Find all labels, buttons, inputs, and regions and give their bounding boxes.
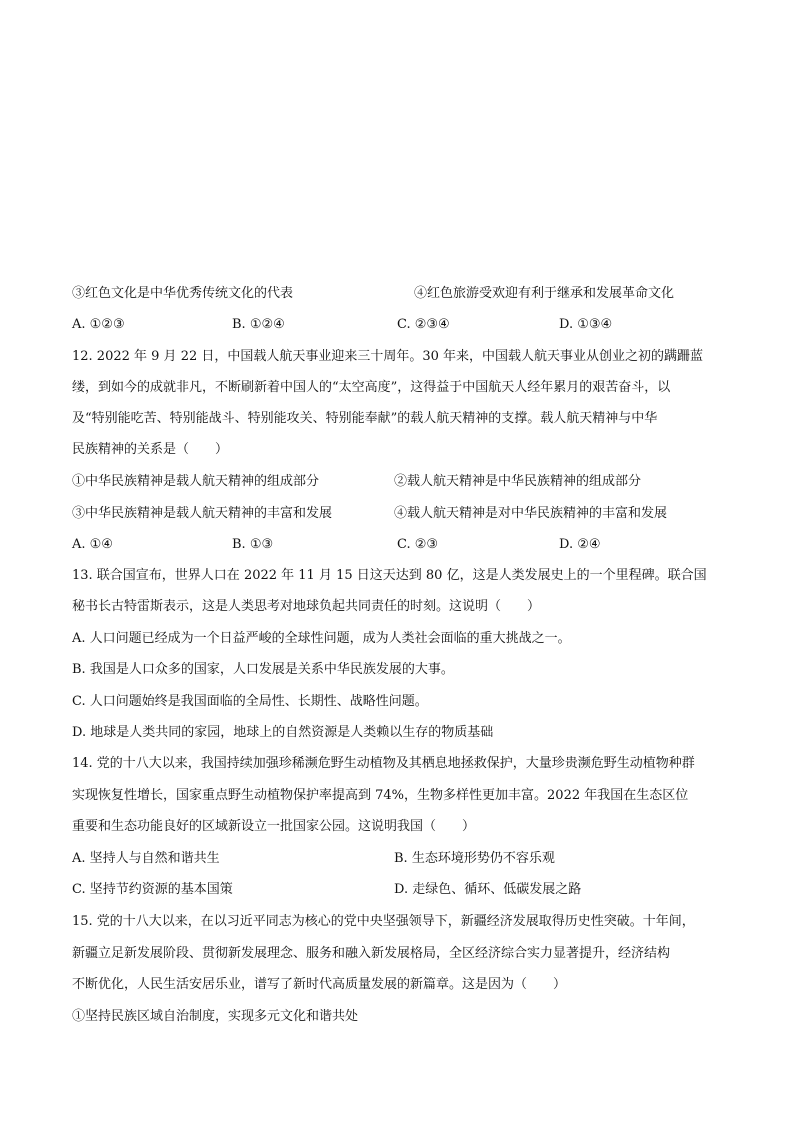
q12-choice-d: D. ②④: [559, 537, 601, 552]
q12-choices: [72, 536, 722, 554]
q15-stem-line-2: 新疆立足新发展阶段、贯彻新发展理念、服务和融入新发展格局，全区经济综合实力显著提升，经济结构: [72, 946, 671, 961]
q13-option-b: B. 我国是人口众多的国家，人口发展是关系中华民族发展的大事。: [72, 662, 454, 677]
q15-stem-line-3: 不断优化，人民生活安居乐业，谱写了新时代高质量发展的新篇章。这是因为（ ）: [72, 977, 567, 992]
q11-options-row-1: [72, 285, 722, 303]
q14-stem-line-1: 14. 党的十八大以来，我国持续加强珍稀濒危野生动植物及其栖息地拯救保护，大量珍贵濒危野生动植物种群: [72, 756, 695, 771]
q14-stem-line-3: 重要和生态功能良好的区域新设立一批国家公园。这说明我国（ ）: [72, 819, 476, 834]
q12-stem-line-1: 12. 2022 年 9 月 22 日，中国载人航天事业迎来三十周年。30 年来，中国载人航天事业从创业之初的蹒跚蓝: [72, 349, 704, 364]
q15-option-1: ①坚持民族区域自治制度，实现多元文化和谐共处: [72, 1009, 359, 1024]
q12-choice-a: A. ①④: [72, 537, 113, 552]
q13-option-d: D. 地球是人类共同的家园，地球上的自然资源是人类赖以生存的物质基础: [72, 725, 494, 740]
q15-stem-line-1: 15. 党的十八大以来，在以习近平同志为核心的党中央坚强领导下，新疆经济发展取得历史性突破。十年间，: [72, 914, 695, 929]
q12-stem-line-4: 民族精神的关系是（ ）: [72, 442, 229, 457]
q12-choice-c: C. ②③: [397, 537, 439, 552]
q12-option-4: ④载人航天精神是对中华民族精神的丰富和发展: [394, 506, 668, 521]
q14-options-row-1: [72, 850, 722, 868]
q11-choice-d: D. ①③④: [559, 317, 613, 332]
q11-option-4: ④红色旅游受欢迎有利于继承和发展革命文化: [414, 286, 675, 301]
q11-choice-b: B. ①②④: [232, 317, 285, 332]
q12-options-row-1: [72, 473, 722, 491]
q12-stem-line-2: 缕，到如今的成就非凡，不断刷新着中国人的“太空高度”，这得益于中国航天人经年累月的艰苦奋斗，以: [72, 380, 671, 395]
q12-option-1: ①中华民族精神是载人航天精神的组成部分: [72, 474, 320, 489]
q11-choices: [72, 316, 722, 334]
q12-stem-line-3: 及“特别能吃苦、特别能战斗、特别能攻关、特别能奉献”的载人航天精神的支撑。载人航天精神与中华: [72, 411, 658, 426]
q14-option-d: D. 走绿色、循环、低碳发展之路: [394, 882, 582, 897]
q11-choice-c: C. ②③④: [397, 317, 450, 332]
q13-stem-line-2: 秘书长古特雷斯表示，这是人类思考对地球负起共同责任的时刻。这说明（ ）: [72, 599, 541, 614]
q13-option-c: C. 人口问题始终是我国面临的全局性、长期性、战略性问题。: [72, 694, 428, 709]
q12-option-3: ③中华民族精神是载人航天精神的丰富和发展: [72, 506, 333, 521]
q11-option-3: ③红色文化是中华优秀传统文化的代表: [72, 286, 294, 301]
q11-choice-a: A. ①②③: [72, 317, 125, 332]
q12-option-2: ②载人航天精神是中华民族精神的组成部分: [394, 474, 642, 489]
q12-options-row-2: [72, 505, 722, 523]
q14-option-b: B. 生态环境形势仍不容乐观: [394, 851, 555, 866]
q14-stem-line-2: 实现恢复性增长，国家重点野生动植物保护率提高到 74%，生物多样性更加丰富。2022 年我国在生态区位: [72, 788, 689, 803]
q14-option-a: A. 坚持人与自然和谐共生: [72, 851, 220, 866]
q13-stem-line-1: 13. 联合国宣布，世界人口在 2022 年 11 月 15 日这天达到 80 亿，这是人类发展史上的一个里程碑。联合国: [72, 568, 707, 583]
q12-choice-b: B. ①③: [232, 537, 274, 552]
q14-options-row-2: [72, 881, 722, 899]
q14-option-c: C. 坚持节约资源的基本国策: [72, 882, 233, 897]
q13-option-a: A. 人口问题已经成为一个日益严峻的全球性问题，成为人类社会面临的重大挑战之一。: [72, 631, 571, 646]
